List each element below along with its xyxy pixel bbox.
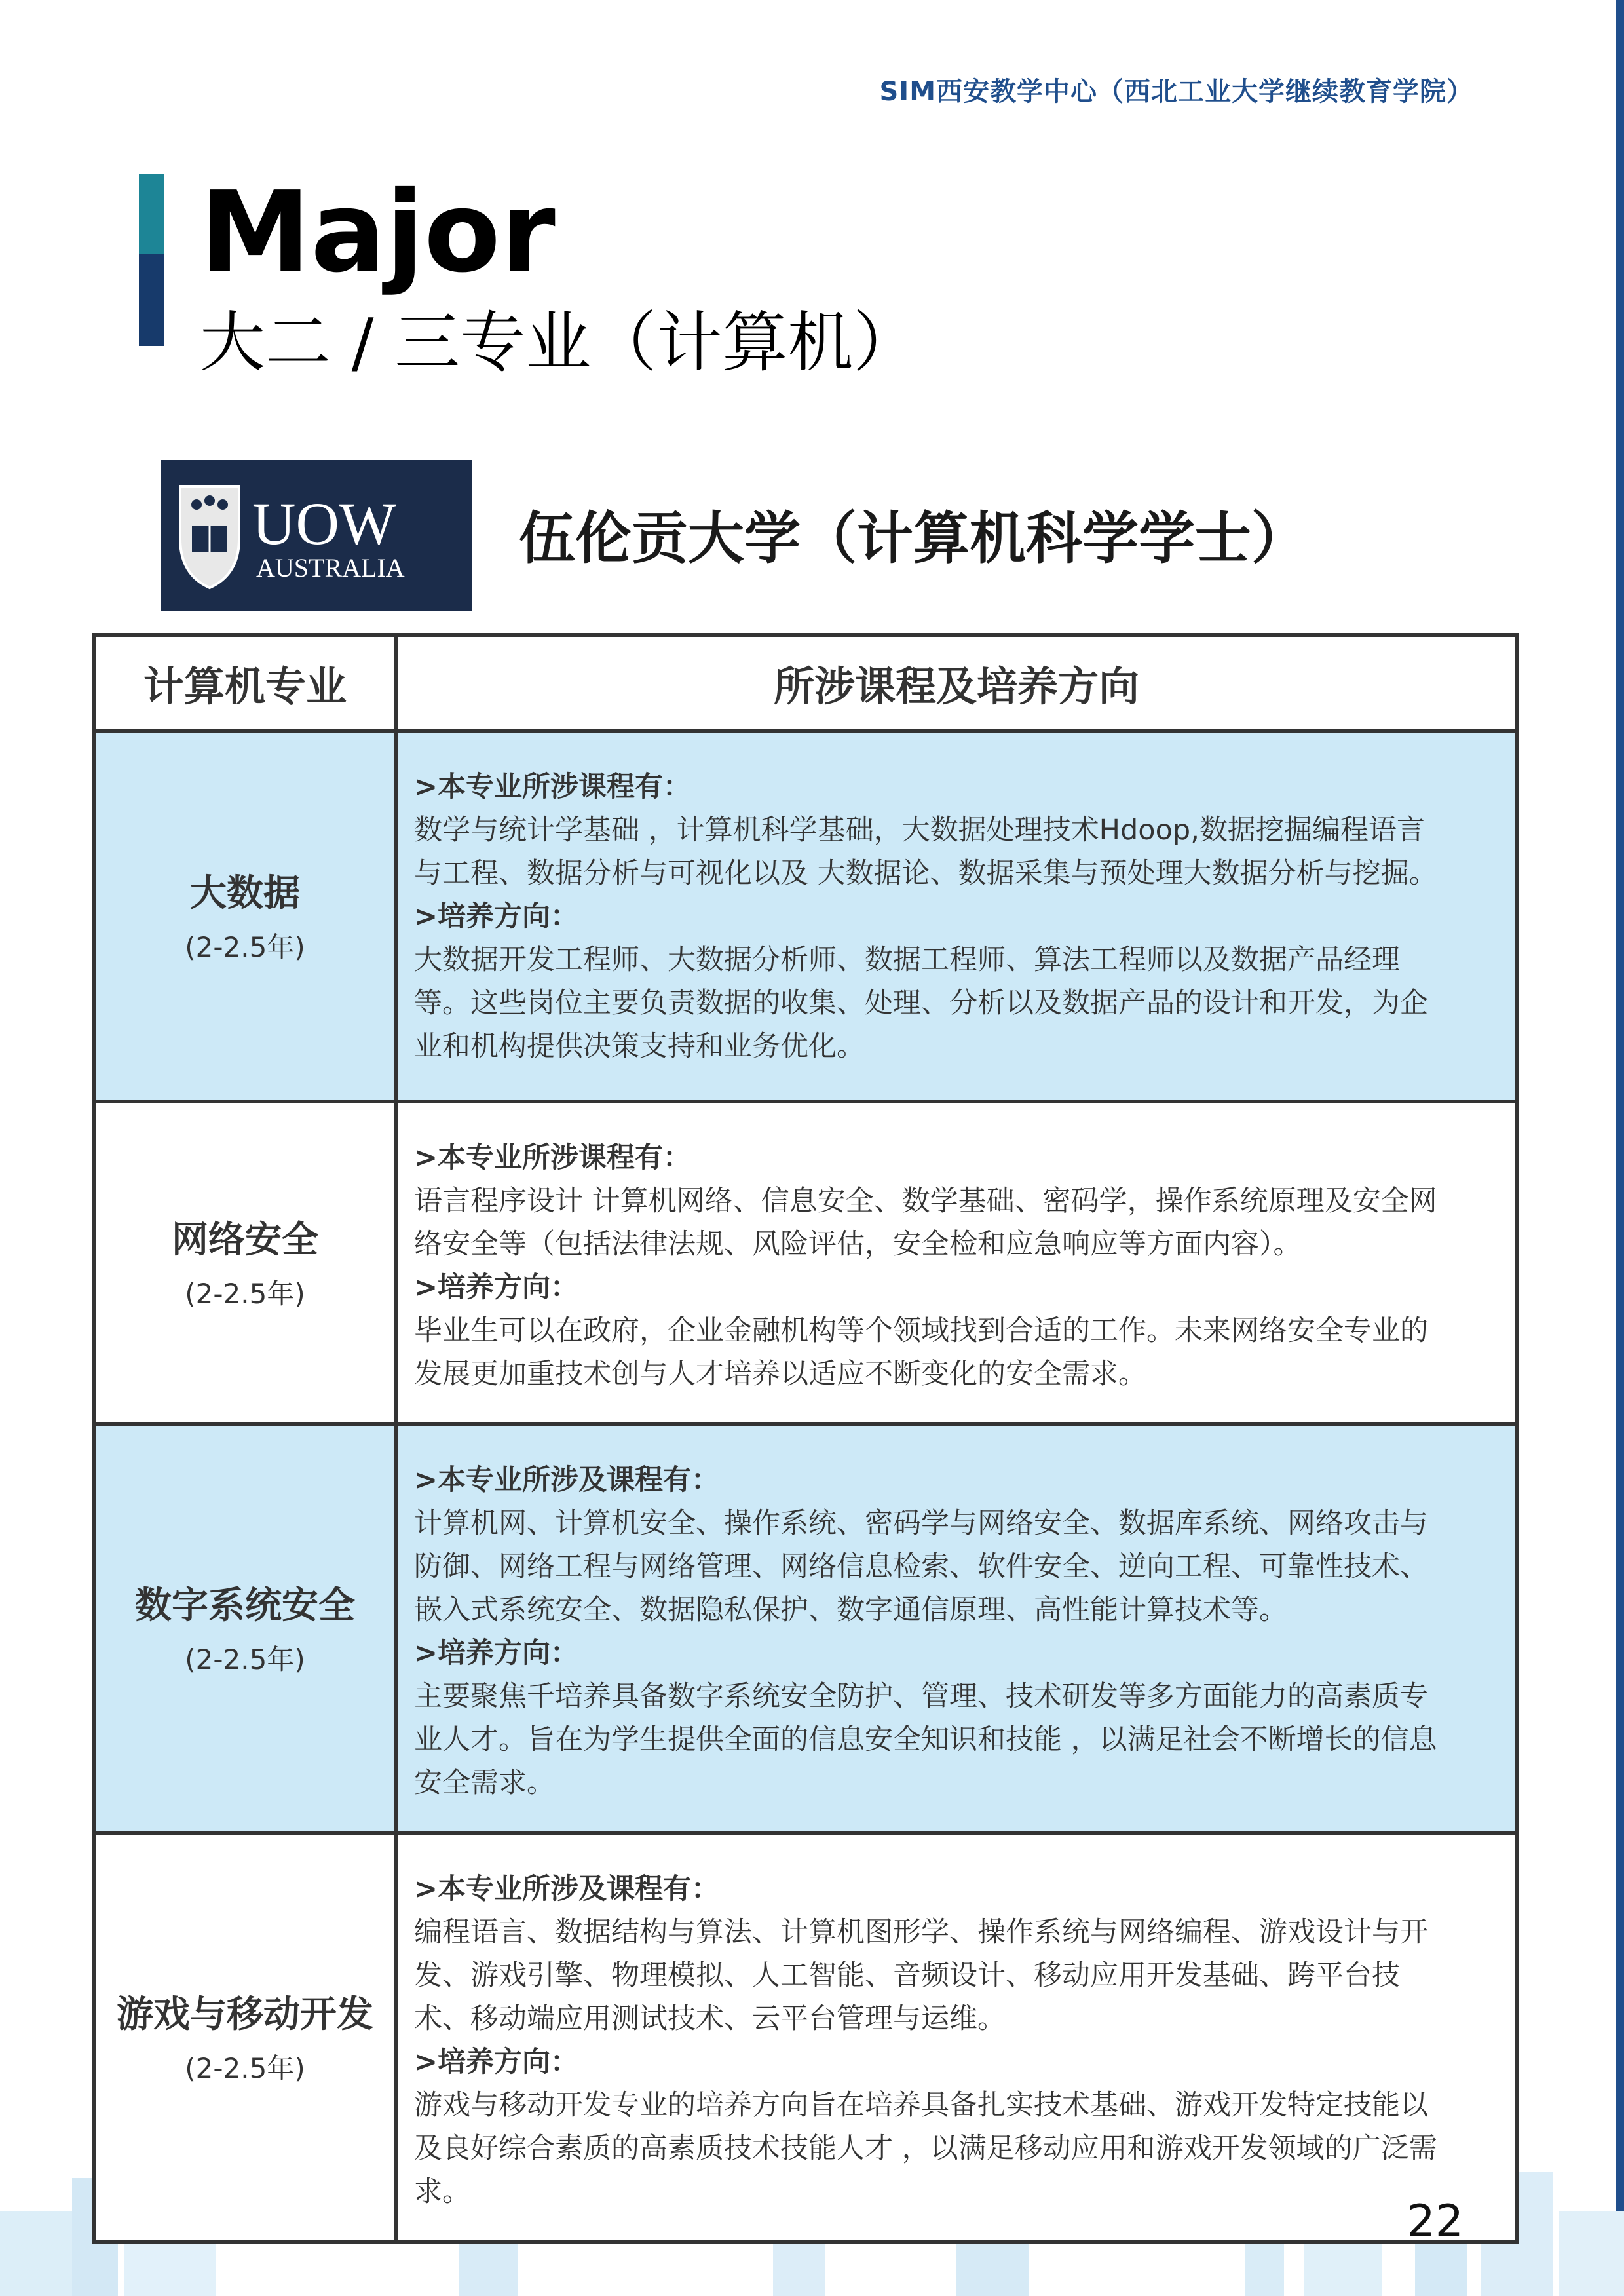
page-subtitle: 大二 / 三专业（计算机） <box>200 304 919 381</box>
courses-line: 编程语言、数据结构与算法、计算机图形学、操作系统与网络编程、游戏设计与开 <box>414 1916 1428 1949</box>
direction-line: 大数据开发工程师、大数据分析师、数据工程师、算法工程师以及数据产品经理 <box>414 944 1400 976</box>
major-name: 大数据 <box>190 872 300 915</box>
major-cell <box>94 1424 396 1833</box>
direction-line: 安全需求。 <box>414 1767 555 1799</box>
direction-heading: >培养方向： <box>414 2046 579 2078</box>
direction-heading: >培养方向： <box>414 1637 579 1670</box>
direction-line: 游戏与移动开发专业的培养方向旨在培养具备扎实技术基础、游戏开发特定技能以 <box>414 2089 1428 2122</box>
table-header-row <box>94 635 1517 731</box>
major-duration: (2-2.5年) <box>185 1277 305 1310</box>
column-header-courses: 所涉课程及培养方向 <box>396 635 1517 731</box>
direction-line: 业和机构提供决策支持和业务优化。 <box>414 1030 865 1063</box>
courses-line: 术、移动端应用测试技术、云平台管理与运维。 <box>414 2002 1006 2035</box>
title-accent-bar-navy <box>139 254 164 346</box>
page-number: 22 <box>1407 2196 1463 2248</box>
direction-line: 求。 <box>414 2175 470 2208</box>
institution-header: SIM西安教学中心（西北工业大学继续教育学院） <box>879 77 1473 107</box>
courses-heading: >本专业所涉及课程有： <box>414 1873 720 1905</box>
courses-heading: >本专业所涉课程有： <box>414 1141 692 1174</box>
content-cell <box>396 1833 1517 2242</box>
table-row <box>94 1424 1517 1833</box>
direction-heading: >培养方向： <box>414 1271 579 1304</box>
direction-line: 主要聚焦千培养具备数字系统安全防护、管理、技术研发等多方面能力的高素质专 <box>414 1680 1428 1713</box>
courses-line: 数学与统计学基础 ，计算机科学基础，大数据处理技术Hdoop,数据挖掘编程语言 <box>414 814 1425 847</box>
table-row <box>94 731 1517 1101</box>
logo-text-main: UOW <box>252 490 396 557</box>
major-cell <box>94 731 396 1101</box>
major-duration: (2-2.5年) <box>185 1643 305 1675</box>
content-cell <box>396 1424 1517 1833</box>
courses-line: 计算机网、计算机安全、操作系统、密码学与网络安全、数据库系统、网络攻击与 <box>414 1507 1428 1540</box>
courses-heading: >本专业所涉课程有： <box>414 771 692 803</box>
table-row <box>94 1833 1517 2242</box>
table-row <box>94 1101 1517 1424</box>
column-header-major: 计算机专业 <box>94 635 396 731</box>
major-name: 数字系统安全 <box>135 1584 355 1628</box>
major-cell <box>94 1833 396 2242</box>
courses-line: 防御、网络工程与网络管理、网络信息检索、软件安全、逆向工程、可靠性技术、 <box>414 1550 1428 1583</box>
title-accent-bar-teal <box>139 174 164 254</box>
uow-crest-icon <box>161 460 472 611</box>
direction-line: 业人才。旨在为学生提供全面的信息安全知识和技能 ，以满足社会不断增长的信息 <box>414 1723 1437 1756</box>
courses-line: 发、游戏引擎、物理模拟、人工智能、音频设计、移动应用开发基础、跨平台技 <box>414 1959 1400 1992</box>
direction-line: 毕业生可以在政府，企业金融机构等个领域找到合适的工作。未来网络安全专业的 <box>414 1314 1428 1347</box>
content-cell <box>396 1101 1517 1424</box>
major-name: 游戏与移动开发 <box>117 1993 373 2037</box>
logo-text-sub: AUSTRALIA <box>256 553 405 583</box>
major-cell <box>94 1101 396 1424</box>
direction-line: 发展更加重技术创与人才培养以适应不断变化的安全需求。 <box>414 1358 1146 1390</box>
page-title: Major <box>200 168 556 297</box>
courses-heading: >本专业所涉及课程有： <box>414 1464 720 1497</box>
courses-line: 嵌入式系统安全、数据隐私保护、数字通信原理、高性能计算技术等。 <box>414 1594 1287 1626</box>
content-cell <box>396 731 1517 1101</box>
courses-line: 络安全等（包括法律法规、风险评估，安全检和应急响应等方面内容）。 <box>414 1228 1302 1261</box>
uow-logo <box>161 460 472 611</box>
university-name: 伍伦贡大学（计算机科学学士） <box>519 506 1308 571</box>
major-duration: (2-2.5年) <box>185 2052 305 2084</box>
majors-table <box>92 633 1519 2244</box>
major-duration: (2-2.5年) <box>185 930 305 963</box>
direction-line: 等。这些岗位主要负责数据的收集、处理、分析以及数据产品的设计和开发，为企 <box>414 987 1428 1020</box>
courses-line: 与工程、数据分析与可视化以及 大数据论、数据采集与预处理大数据分析与挖掘。 <box>414 857 1437 890</box>
major-name: 网络安全 <box>172 1219 318 1262</box>
courses-line: 语言程序设计 计算机网络、信息安全、数学基础、密码学，操作系统原理及安全网 <box>414 1185 1437 1217</box>
direction-heading: >培养方向： <box>414 900 579 933</box>
page-edge-stripe <box>1616 0 1624 2296</box>
direction-line: 及良好综合素质的高素质技术技能人才 ，以满足移动应用和游戏开发领域的广泛需 <box>414 2132 1437 2165</box>
